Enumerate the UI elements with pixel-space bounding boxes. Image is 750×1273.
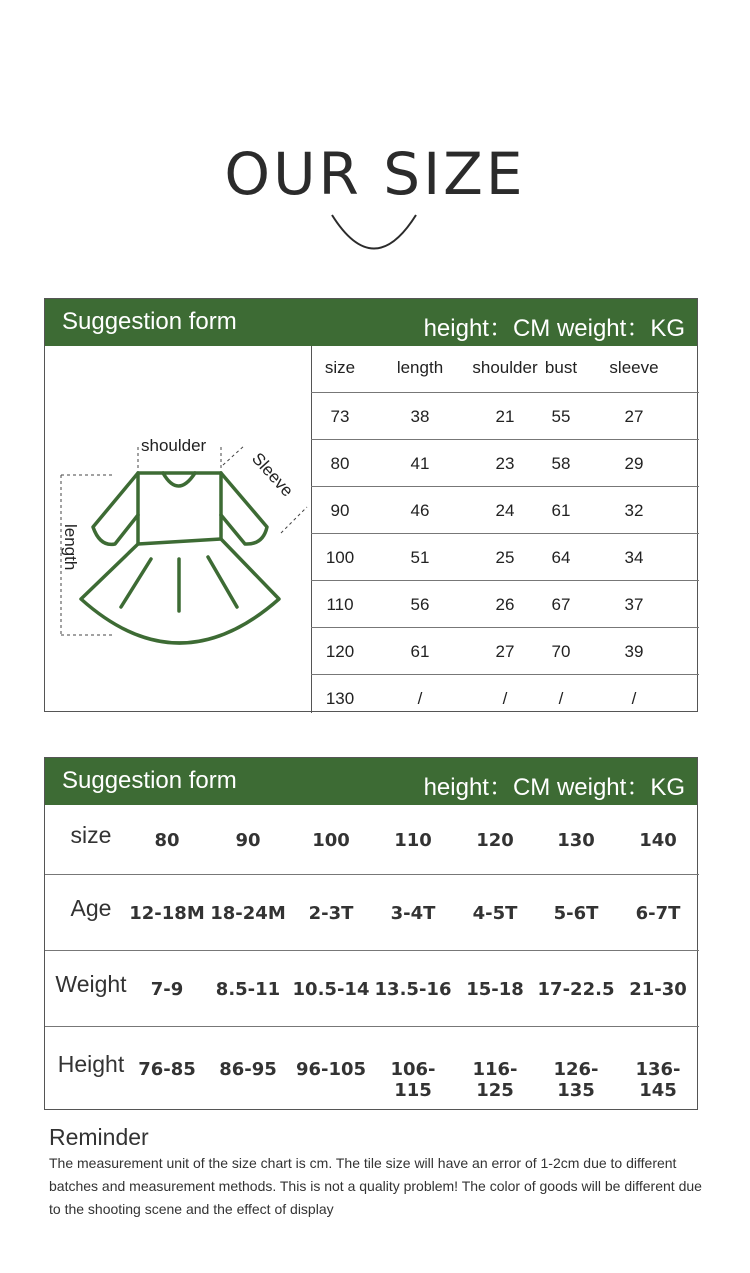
table-cell: 4-5T	[472, 903, 518, 924]
form-title: Suggestion form	[62, 767, 237, 794]
shoulder-label: shoulder	[141, 436, 207, 455]
sleeve-label: Sleeve	[248, 448, 297, 501]
page-title: OUR SIZE	[224, 140, 526, 208]
column-header: size	[324, 358, 356, 377]
table-row	[311, 675, 699, 722]
column-header: shoulder	[472, 358, 538, 377]
row-label: Height	[57, 1050, 125, 1077]
form-header-bar	[45, 299, 697, 346]
table-row	[45, 1027, 699, 1110]
table-cell: 61	[551, 501, 571, 520]
table-cell: 27	[624, 407, 644, 426]
table-cell: 25	[495, 548, 515, 567]
table-cell: 100	[312, 830, 350, 851]
table-cell: 6-7T	[635, 903, 681, 924]
reminder-title: Reminder	[49, 1124, 149, 1150]
table-cell: 80	[154, 830, 180, 851]
table-cell: 21	[495, 407, 515, 426]
table-cell: 3-4T	[390, 903, 436, 924]
suggestion-form-measurements	[44, 298, 698, 712]
column-header: length	[396, 358, 444, 377]
table-cell: 10.5-14	[292, 979, 370, 1000]
table-cell: 17-22.5	[537, 979, 615, 1000]
table-cell: 120	[325, 642, 355, 661]
table-row	[311, 440, 699, 487]
table-row	[311, 393, 699, 440]
table-cell: 41	[410, 454, 430, 473]
table-cell: 136-145	[635, 1058, 681, 1101]
dress-outline-icon	[55, 387, 315, 657]
table-cell: 61	[410, 642, 430, 661]
table-cell: 96-105	[295, 1058, 367, 1080]
table-cell: 5-6T	[553, 903, 599, 924]
table-cell: 38	[410, 407, 430, 426]
table-cell: 80	[330, 454, 350, 473]
table-row	[311, 487, 699, 534]
table-cell: 55	[551, 407, 571, 426]
table-cell: 7-9	[150, 979, 184, 1000]
length-label: length	[61, 524, 80, 571]
table-cell: 39	[624, 642, 644, 661]
form-title: Suggestion form	[62, 308, 237, 335]
table-cell: /	[631, 689, 637, 708]
table-cell: 86-95	[219, 1058, 277, 1080]
table-cell: 15-18	[466, 979, 524, 1000]
reminder-text: The measurement unit of the size chart is cm. The tile size will have an error of 1-2cm due to different batches and measurement methods. This is not a quality problem! The color of goods will be different due to the shooting scene and the effect of display	[49, 1155, 702, 1217]
table-cell: 2-3T	[308, 903, 354, 924]
table-cell: /	[558, 689, 564, 708]
table-cell: 73	[330, 407, 350, 426]
table-cell: 67	[551, 595, 571, 614]
table-row	[311, 534, 699, 581]
table-cell: 32	[624, 501, 644, 520]
table-row	[45, 875, 699, 951]
table-cell: 34	[624, 548, 644, 567]
table-row	[45, 951, 699, 1027]
table-row	[311, 581, 699, 628]
form-units: height：CM weight：KG	[423, 315, 685, 342]
table-cell: /	[502, 689, 508, 708]
table-cell: 116-125	[472, 1058, 518, 1101]
table-row	[311, 628, 699, 675]
table-cell: 126-135	[553, 1058, 599, 1101]
table-cell: 46	[410, 501, 430, 520]
column-header: bust	[544, 358, 578, 377]
form-header-bar	[45, 758, 697, 805]
column-header: sleeve	[609, 358, 659, 377]
suggestion-form-age-chart	[44, 757, 698, 1110]
table-cell: 13.5-16	[374, 979, 452, 1000]
row-label: Weight	[55, 971, 127, 997]
table-cell: 12-18M	[129, 903, 205, 924]
table-cell: 64	[551, 548, 571, 567]
table-cell: 21-30	[629, 979, 687, 1000]
table-cell: 130	[557, 830, 595, 851]
table-cell: 8.5-11	[215, 979, 281, 1000]
table-cell: /	[417, 689, 423, 708]
table-cell: 24	[495, 501, 515, 520]
table-cell: 130	[325, 689, 355, 708]
table-cell: 120	[476, 830, 514, 851]
table-cell: 140	[639, 830, 677, 851]
table-cell: 56	[410, 595, 430, 614]
table-cell: 90	[330, 501, 350, 520]
table-cell: 23	[495, 454, 515, 473]
row-label: Age	[70, 895, 112, 921]
form-units: height：CM weight：KG	[423, 774, 685, 801]
table-cell: 58	[551, 454, 571, 473]
table-cell: 106-115	[390, 1058, 436, 1101]
table-cell: 110	[326, 595, 354, 614]
table-cell: 110	[394, 830, 432, 851]
table-cell: 29	[624, 454, 644, 473]
table-header-row	[311, 346, 699, 393]
table-cell: 70	[551, 642, 571, 661]
table-row	[45, 805, 699, 875]
table-cell: 27	[495, 642, 515, 661]
table-cell: 90	[235, 830, 261, 851]
table-cell: 18-24M	[210, 903, 286, 924]
table-cell: 51	[410, 548, 430, 567]
table-cell: 26	[495, 595, 515, 614]
row-label: size	[70, 822, 112, 848]
table-cell: 76-85	[138, 1058, 196, 1080]
table-cell: 37	[624, 595, 644, 614]
smile-curve-icon	[329, 212, 419, 258]
table-cell: 100	[325, 548, 355, 567]
